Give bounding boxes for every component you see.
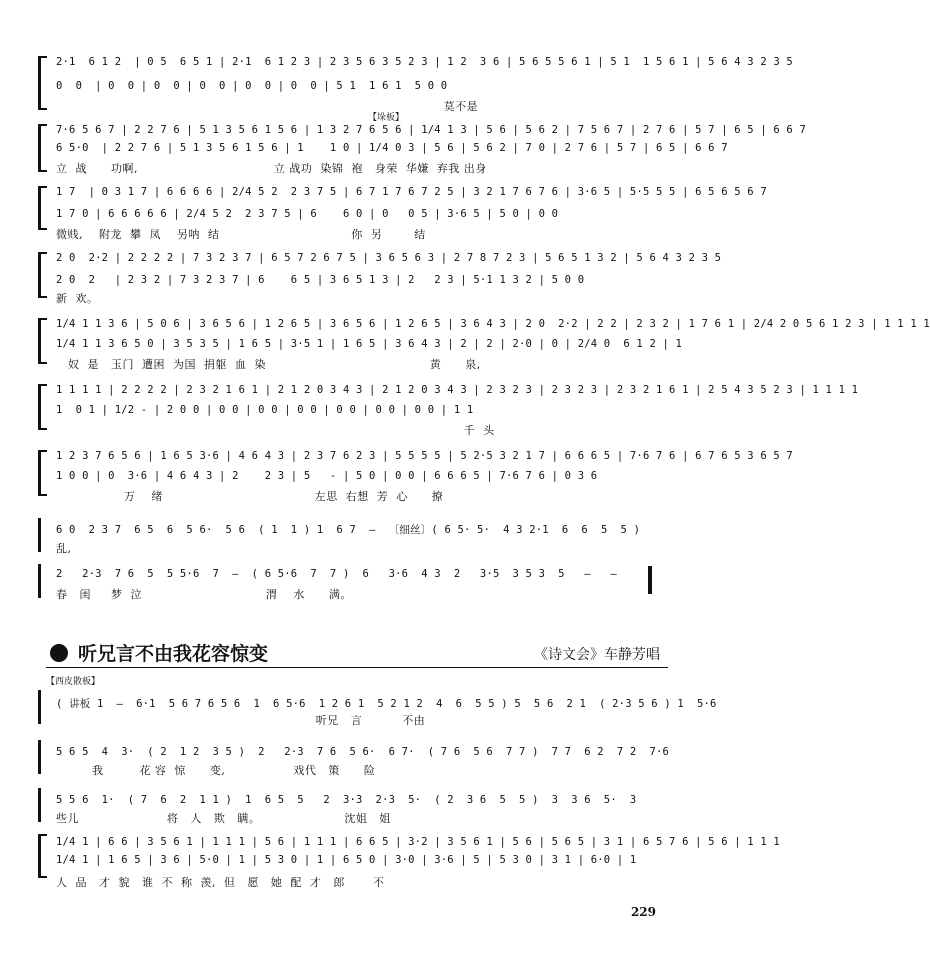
notation-line: 2 2·3 7 6 5 5 5·6 7 — ( 6 5·6 7 7 ) 6 3·6 4 3 2 3·5 3 5 3 5 — — <box>56 568 617 580</box>
system-bracket <box>38 740 47 774</box>
score-system-5 <box>38 318 930 378</box>
notation-line: 1 7 | 0 3 1 7 | 6 6 6 6 | 2/4 5 2 2 3 7 5 | 6 7 1 7 6 7 2 5 | 3 2 1 7 6 7 6 | 3·6 5 | 5·5 5 5 | 6 5 6 5 6 7 <box>56 186 767 198</box>
notation-line: 2 0 2·2 | 2 2 2 2 | 7 3 2 3 7 | 6 5 7 2 6 7 5 | 3 6 5 6 3 | 2 7 8 7 2 3 | 5 6 5 1 3 2 | 5 6 4 3 2 3 5 <box>56 252 722 264</box>
notation-line: 1/4 1 | 6 6 | 3 5 6 1 | 1 1 1 | 5 6 | 1 1 1 | 6 6 5 | 3·2 | 3 5 6 1 | 5 6 | 5 6 5 | 3 1 | 6 5 7 6 | 5 6 | 1 1 1 <box>56 836 780 848</box>
lyric-line: 立 战 功啊, 立 战功 染锦 袍 身荣 华嫌 弃我 出身 <box>56 162 487 175</box>
notation-line-lower: 1/4 1 1 3 6 5 0 | 3 5 3 5 | 1 6 5 | 3·5 1 | 1 6 5 | 3 6 4 3 | 2 | 2 | 2·0 | 0 | 2/4 0 6 1 2 | 1 <box>56 338 683 350</box>
score-system-1 <box>38 56 793 123</box>
notation-line: ( 讲板 1 — 6·1 5 6 7 6 5 6 1 6 5·6 1 2 6 1 5 2 1 2 4 6 5 5 ) 5 5 6 2 1 ( 2·3 5 6 ) 1 5·6 <box>56 698 717 710</box>
lyric-line: 我 花 容 惊 变, 戏代 策 险 <box>56 764 376 777</box>
notation-line: 5 6 5 4 3· ( 2 1 2 3 5 ) 2 2·3 7 6 5 6· 6 7· ( 7 6 5 6 7 7 ) 7 7 6 2 7 2 7·6 <box>56 746 670 758</box>
notation-line-lower: 1 0 1 | 1/2 - | 2 0 0 | 0 0 | 0 0 | 0 0 | 0 0 | 0 0 | 0 0 | 1 1 <box>56 404 474 416</box>
notation-line: 1/4 1 1 3 6 | 5 0 6 | 3 6 5 6 | 1 2 6 5 | 3 6 5 6 | 1 2 6 5 | 3 6 4 3 | 2 0 2·2 | 2 2 | 2 3 2 | 1 7 6 1 | 2/4 2 0 5 6 1 2 3 | 1 1 1 1 <box>56 318 930 330</box>
score-system-9 <box>38 564 670 600</box>
score-system-6 <box>38 384 859 444</box>
page-number: 229 <box>630 905 656 919</box>
system-bracket <box>38 186 47 230</box>
score-system-7 <box>38 450 793 510</box>
system-bracket <box>38 834 47 878</box>
system-bracket <box>38 690 47 724</box>
notation-line: 7·6 5 6 7 | 2 2 7 6 | 5 1 3 5 6 1 5 6 | 1 3 2 7 6 5 6 | 1/4 1 3 | 5 6 | 5 6 2 | 7 5 6 7 | 2 7 6 | 5 7 | 6 5 | 6 6 7 <box>56 124 806 136</box>
system-bracket <box>38 318 47 364</box>
song-system-1 <box>38 690 717 730</box>
score-system-8 <box>38 518 670 554</box>
song-system-3 <box>38 788 670 828</box>
lyric-line: 春 闺 梦 泣 渭 水 满。 <box>56 588 352 601</box>
notation-line-lower: 1/4 1 | 1 6 5 | 3 6 | 5·0 | 1 | 5 3 0 | 1 | 6 5 0 | 3·0 | 3·6 | 5 | 5 3 0 | 3 1 | 6·0 | 1 <box>56 854 637 866</box>
lyric-line: 些儿 将 人 欺 瞒。 沈姐 姐 <box>56 812 391 825</box>
score-system-4 <box>38 252 722 312</box>
notation-line: 6 0 2 3 7 6 5 6 5 6· 5 6 ( 1 1 ) 1 6 7 — 〔细丝〕( 6 5· 5· 4 3 2·1 6 6 5 5 ) <box>56 524 641 536</box>
lyric-line: 听兄 言 不由 <box>56 714 426 727</box>
song-title-bar <box>46 636 668 668</box>
system-bracket <box>38 788 47 822</box>
score-system-2 <box>38 124 806 184</box>
notation-line: 1 1 1 1 | 2 2 2 2 | 2 3 2 1 6 1 | 2 1 2 0 3 4 3 | 2 1 2 0 3 4 3 | 2 3 2 3 | 2 3 2 3 | 2 3 2 1 6 1 | 2 5 4 3 5 2 3 | 1 1 1 1 <box>56 384 859 396</box>
system-bracket <box>38 56 47 110</box>
lyric-line: 千 头 <box>56 424 495 437</box>
notation-line: 1 2 3 7 6 5 6 | 1 6 5 3·6 | 4 6 4 3 | 2 3 7 6 2 3 | 5 5 5 5 | 5 2·5 3 2 1 7 | 6 6 6 5 | 7·6 7 6 | 6 7 6 5 3 6 5 7 <box>56 450 793 462</box>
lyric-line: 微贱, 附龙 攀 凤 另呐 结 你 另 结 <box>56 228 426 241</box>
notation-line-lower: 1 0 0 | 0 3·6 | 4 6 4 3 | 2 2 3 | 5 - | 5 0 | 0 0 | 6 6 6 5 | 7·6 7 6 | 0 3 6 <box>56 470 598 482</box>
song-title: 听兄言不由我花容惊变 <box>78 643 269 665</box>
lyric-line: 乱, <box>56 542 72 555</box>
notation-line: 5 5 6 1· ( 7 6 2 1 1 ) 1 6 5 5 2 3·3 2·3 5· ( 2 3 6 5 5 ) 3 3 6 5· 3 <box>56 794 637 806</box>
lyric-line: 莫不是 <box>56 100 479 113</box>
song-system-2 <box>38 740 670 780</box>
final-barline <box>648 566 652 594</box>
title-divider <box>46 667 668 668</box>
song-source: 《诗文会》车静芳唱 <box>534 647 660 663</box>
notation-line-lower: 6 5·0 | 2 2 7 6 | 5 1 3 5 6 1 5 6 | 1 1 0 | 1/4 0 3 | 5 6 | 5 6 2 | 7 0 | 2 7 6 | 5 7 | 6 5 | 6 6 7 <box>56 142 728 154</box>
notation-line-lower: 2 0 2 | 2 3 2 | 7 3 2 3 7 | 6 6 5 | 3 6 5 1 3 | 2 2 3 | 5·1 1 3 2 | 5 0 0 <box>56 274 585 286</box>
system-bracket <box>38 450 47 496</box>
system-bracket <box>38 124 47 172</box>
bullet-icon <box>50 644 68 662</box>
song-system-4 <box>38 834 780 890</box>
lyric-line: 新 欢。 <box>56 292 99 305</box>
lyric-line: 奴 是 玉门 遭困 为国 捐躯 血 染 黄 泉, <box>56 358 481 371</box>
score-system-3 <box>38 186 767 246</box>
lyric-line: 万 绪 左思 右想 芳 心 撩 <box>56 490 444 503</box>
lyric-line: 人 品 才 貌 谁 不 称 羡, 但 愿 她 配 才 郎 不 <box>56 876 385 889</box>
notation-line-lower: 1 7 0 | 6 6 6 6 6 | 2/4 5 2 2 3 7 5 | 6 6 0 | 0 0 5 | 3·6 5 | 5 0 | 0 0 <box>56 208 559 220</box>
system-bracket <box>38 564 47 598</box>
section-tag-xipi: 【西皮散板】 <box>46 677 101 687</box>
section-tag: 【垛板】 <box>368 113 405 123</box>
system-bracket <box>38 252 47 298</box>
system-bracket <box>38 518 47 552</box>
notation-line: 2·1 6 1 2 | 0 5 6 5 1 | 2·1 6 1 2 3 | 2 3 5 6 3 5 2 3 | 1 2 3 6 | 5 6 5 5 6 1 | 5 1 1 5 6 1 | 5 6 4 3 2 3 5 <box>56 56 793 68</box>
system-bracket <box>38 384 47 430</box>
notation-line-lower: 0 0 | 0 0 | 0 0 | 0 0 | 0 0 | 0 0 | 5 1 1 6 1 5 0 0 <box>56 80 448 92</box>
